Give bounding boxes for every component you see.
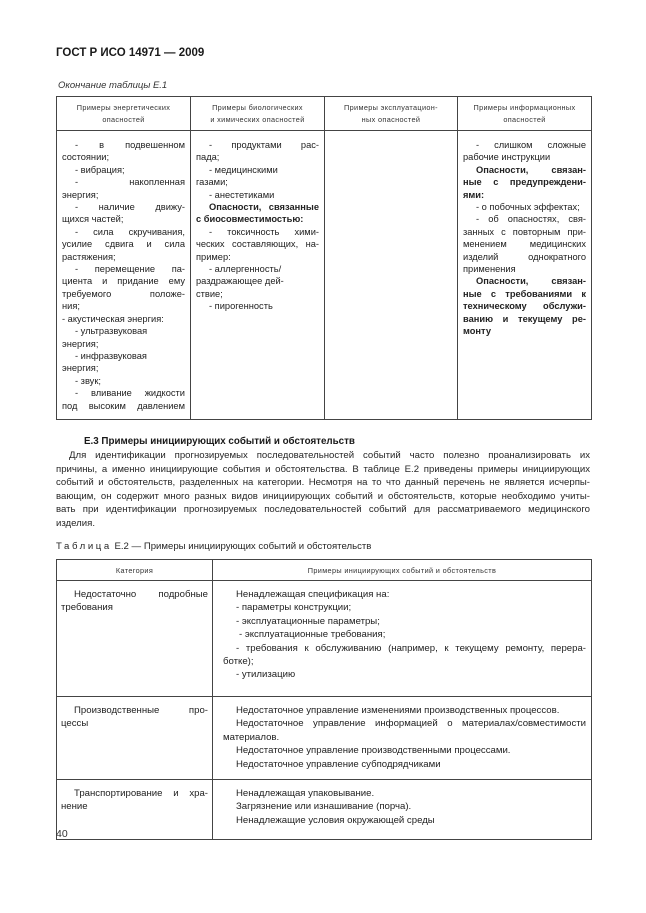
table1-body-row: [57, 131, 592, 420]
table1-caption: Окончание таблицы E.1: [58, 80, 168, 91]
page-number: 40: [56, 828, 68, 840]
table2-header-row: [57, 560, 592, 581]
initiating-events-table: [56, 559, 592, 840]
col-header-bio-chem: Примеры биологических и химических опасностей: [191, 97, 325, 131]
energy-hazards-cell: - в подвешенном состоянии; - вибрация; - накопленная энергия; - наличие движу- щихся частей; - сила скручивания, усилие сдвига и сила растяжения; - перемещение па- циента и придание ему требуемого положе- ния; - акустическая энергия: - ультразвуковая энергия; - инфразвуковая энергия; - звук; - вливание жидкости под высоким давлением: [57, 131, 191, 420]
operational-hazards-cell: [325, 131, 458, 420]
col-header-examples: Примеры инициирующих событий и обстоятельств: [213, 560, 592, 581]
information-hazards-cell: - слишком сложные рабочие инструкции Опасности, связан- ные с предупреждени- ями: - о побочных эффектах; - об опасностях, свя- занных с повторным при- менением медицинских изделий однократного применения Опасности, связан- ные с требованиями к техническому обслужи- ванию и текущему ре- монту: [458, 131, 592, 420]
col-header-information: Примеры информационных опасностей: [458, 97, 592, 131]
table-row: [57, 581, 592, 697]
hazards-table: [56, 96, 592, 420]
section-paragraph: Для идентификации прогнозируемых последовательностей событий часто полезно проанализировать их причины, а именно инициирующие события и обстоятельства. В таблице E.2 приведены примеры инициирующих событий и обстоятельств, разделенных на категории. Несмотря на то что данный перечень не является исчерпы- вающим, он содержит много разных видов инициирующих событий и обстоятельств, которые необходимо учиты- вать при идентификации прогнозируемых последовательностей событий для рассматриваемого медицинского изделия.: [56, 450, 590, 529]
examples-cell: Недостаточное управление изменениями производственных процессов. Недостаточное управление информацией о материалах/совместимости материалов. Недостаточное управление производственными процессами. Недостаточное управление субподрядчиками: [213, 697, 592, 780]
page-header: ГОСТ Р ИСО 14971 — 2009: [56, 47, 205, 59]
table-row: [57, 697, 592, 780]
bio-chem-hazards-cell: - продуктами рас- пада; - медицинскими газами; - анестетиками Опасности, связанные с биосовместимостью: - токсичность хими- ческих составляющих, на- пример: - аллергенность/ раздражающее дей- ствие; - пирогенность: [191, 131, 325, 420]
table1-header-row: [57, 97, 592, 131]
examples-cell: Ненадлежащая спецификация на: - параметры конструкции; - эксплуатационные параметры; - эксплуатационные требования; - требования к обслуживанию (например, к текущему ремонту, перера- ботке); - утилизацию: [213, 581, 592, 697]
section-heading: E.3 Примеры инициирующих событий и обстоятельств: [84, 436, 355, 447]
category-cell: Транспортирование и хра- нение: [57, 780, 213, 840]
col-header-energy: Примеры энергетических опасностей: [57, 97, 191, 131]
col-header-category: Категория: [57, 560, 213, 581]
examples-cell: Ненадлежащая упаковывание. Загрязнение или изнашивание (порча). Ненадлежащие условия окружающей среды: [213, 780, 592, 840]
col-header-operational: Примеры эксплуатацион- ных опасностей: [325, 97, 458, 131]
table-row: [57, 780, 592, 840]
category-cell: Производственные про- цессы: [57, 697, 213, 780]
category-cell: Недостаточно подробные требования: [57, 581, 213, 697]
table2-caption: Таблица E.2 — Примеры инициирующих событий и обстоятельств: [56, 541, 372, 552]
